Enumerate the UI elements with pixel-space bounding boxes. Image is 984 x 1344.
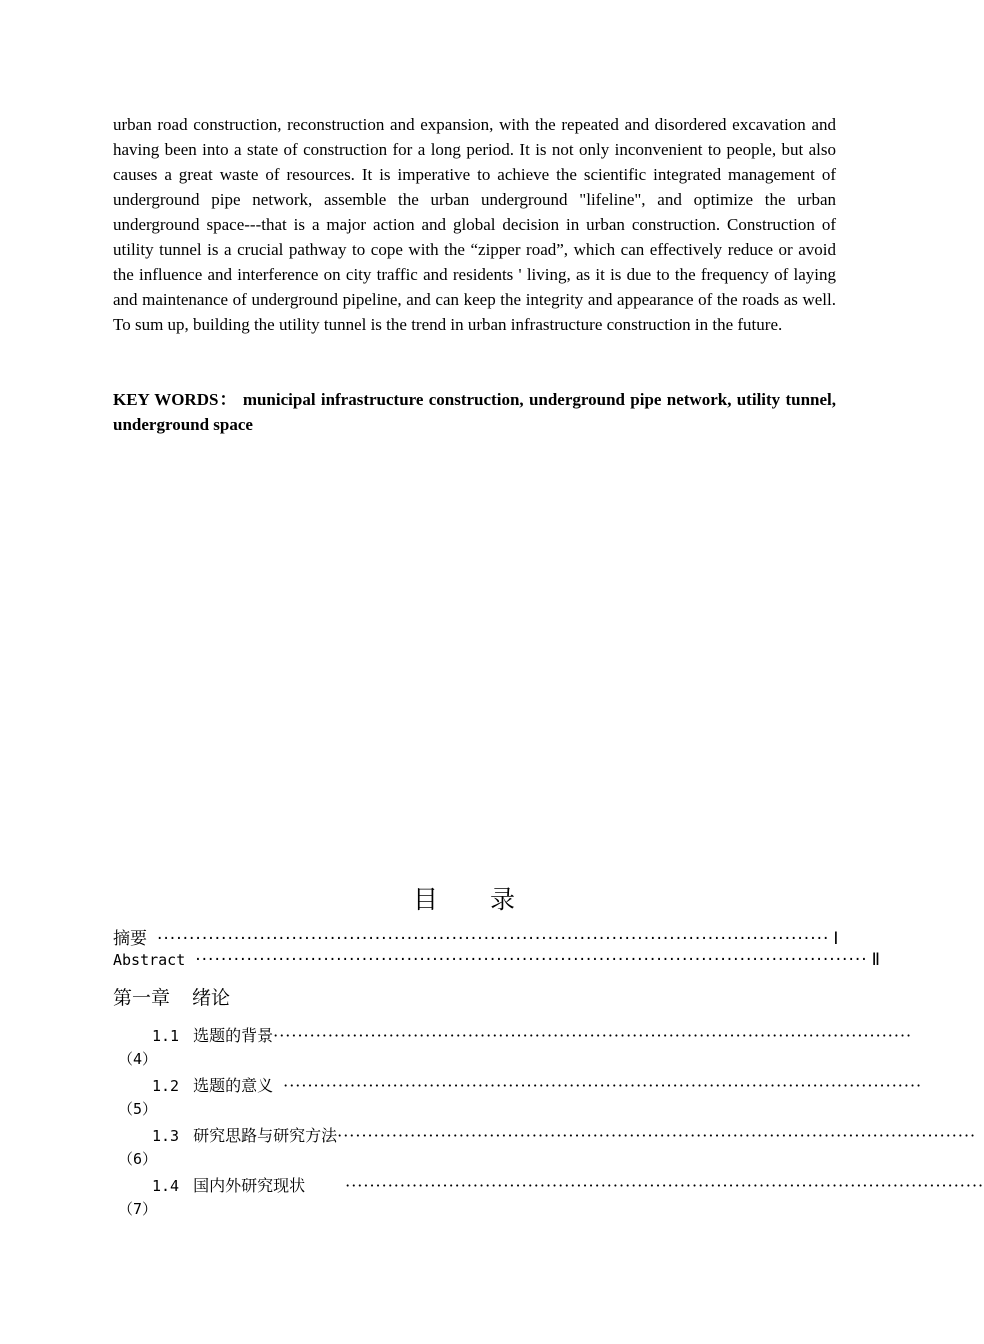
toc-section-1-2[interactable]: [152, 1073, 923, 1096]
abstract-paragraph: urban road construction, reconstruction and expansion, with the repeated and disordered excavation and having been into a state of construction for a long period. It is not only inconvenient to people, but also causes a great waste of resources. It is imperative to achieve the scientific integrated management of underground pipe network, assemble the urban underground "lifeline", and optimize the urban underground space---that is a major action and global decision in urban construction. Construction of utility tunnel is a crucial pathway to cope with the “zipper road”, which can effectively reduce or avoid the influence and interference on city traffic and residents ' living, as it is due to the frequency of laying and maintenance of underground pipeline, and can keep the integrity and appearance of the roads as well. To sum up, building the utility tunnel is the trend in urban infrastructure construction in the future.: [113, 115, 836, 334]
toc-section-1-4[interactable]: [152, 1173, 984, 1196]
keywords-line: [113, 387, 836, 437]
keywords-label: KEY WORDS：: [113, 390, 238, 409]
section-number: 1.1: [152, 1027, 180, 1045]
section-page: （6）: [118, 1150, 158, 1168]
toc-entry-label: 摘要: [113, 929, 147, 949]
section-number: 1.3: [152, 1127, 180, 1145]
toc-leader: ·········································································································: [157, 929, 830, 949]
section-number: 1.4: [152, 1177, 180, 1195]
toc-entry-abstract-cn[interactable]: [113, 924, 839, 949]
toc-leader: ·········································································································: [337, 1126, 977, 1145]
keywords-text: municipal infrastructure construction, underground pipe network, utility tunnel, underground space: [113, 390, 837, 434]
section-title: 选题的意义: [193, 1076, 274, 1095]
toc-chapter-1[interactable]: [113, 983, 230, 1010]
toc-section-1-3[interactable]: [152, 1123, 977, 1146]
chapter-number: 第一章: [113, 987, 171, 1009]
chapter-title: 绪论: [192, 987, 231, 1009]
toc-section-1-1[interactable]: [152, 1023, 913, 1046]
toc-entry-page: Ⅰ: [833, 929, 839, 948]
toc-leader: ·········································································································: [345, 1176, 984, 1195]
toc-title: 目 录: [413, 885, 537, 914]
toc-entry-abstract-en[interactable]: [113, 950, 881, 970]
section-page: （4）: [118, 1050, 158, 1068]
toc-entry-page: Ⅱ: [871, 950, 881, 969]
section-page: （7）: [118, 1200, 158, 1218]
section-number: 1.2: [152, 1077, 180, 1095]
toc-entry-label: Abstract: [113, 951, 186, 969]
toc-leader: ·········································································································: [273, 1026, 913, 1045]
toc-leader: ·········································································································: [195, 950, 868, 970]
section-title: 选题的背景: [193, 1026, 274, 1045]
toc-leader: ·········································································································: [283, 1076, 923, 1095]
section-title: 研究思路与研究方法: [193, 1126, 338, 1145]
section-page: （5）: [118, 1100, 158, 1118]
section-title: 国内外研究现状: [193, 1176, 306, 1195]
